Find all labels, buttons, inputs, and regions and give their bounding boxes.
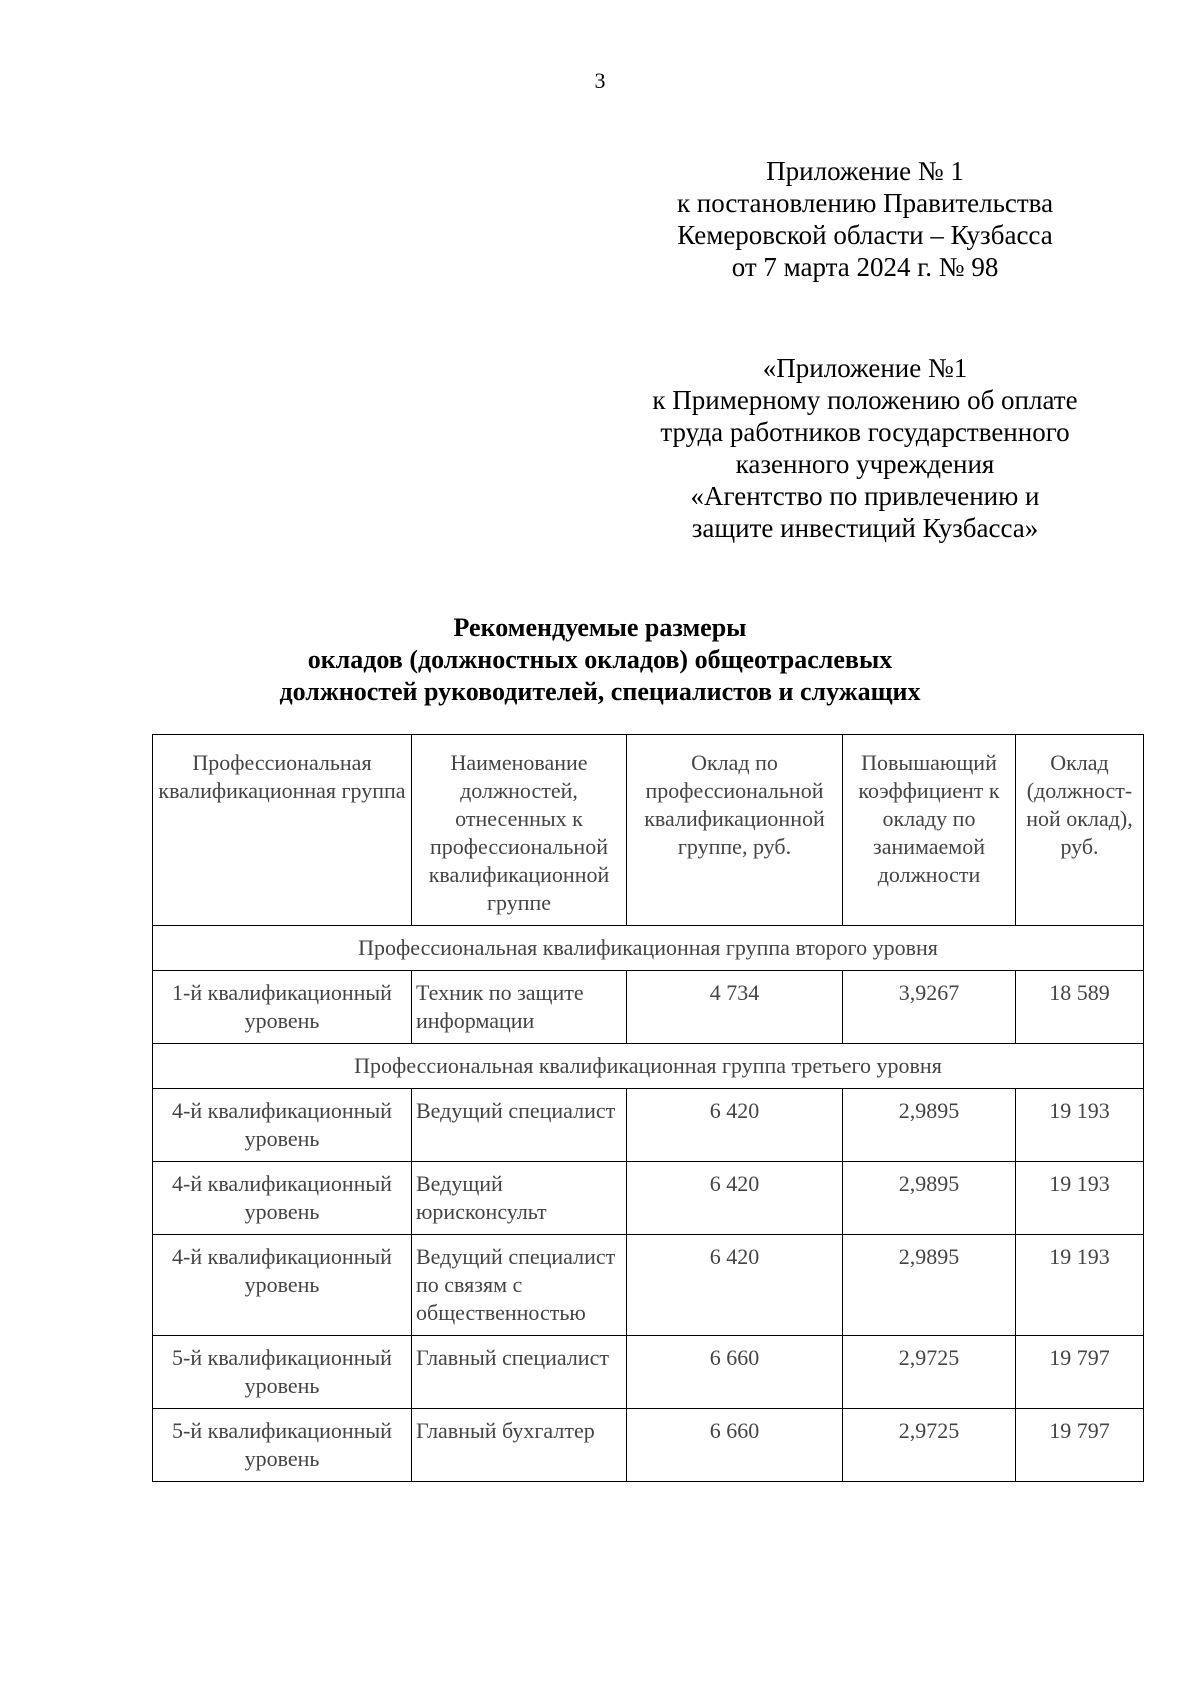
cell-coefficient: 3,9267 xyxy=(843,971,1016,1044)
section-row xyxy=(153,926,1144,971)
cell-group: 5-й квалификационный уровень xyxy=(153,1336,412,1409)
cell-final-salary: 19 797 xyxy=(1016,1336,1144,1409)
annex-header xyxy=(620,155,1110,283)
header-position-name: Наименование должностей, отнесенных к профессиональной квалификационной группе xyxy=(412,735,627,926)
salary-table xyxy=(152,734,1144,1482)
table-header-row xyxy=(153,735,1144,926)
cell-final-salary: 18 589 xyxy=(1016,971,1144,1044)
cell-group: 4-й квалификационный уровень xyxy=(153,1162,412,1235)
cell-coefficient: 2,9725 xyxy=(843,1336,1016,1409)
cell-position-name: Ведущий специалист xyxy=(412,1089,627,1162)
cell-group: 5-й квалификационный уровень xyxy=(153,1409,412,1482)
cell-position-name: Ведущий юрисконсульт xyxy=(412,1162,627,1235)
annex-header-line: от 7 марта 2024 г. № 98 xyxy=(731,252,999,282)
annex-header-line: Кемеровской области – Кузбасса xyxy=(677,220,1053,250)
table-row xyxy=(153,1235,1144,1336)
section-row xyxy=(153,1044,1144,1089)
annex-header-line: к постановлению Правительства xyxy=(676,188,1054,218)
annex-sub-line: к Примерному положению об оплате xyxy=(652,385,1078,415)
annex-sub-header xyxy=(620,352,1110,544)
table-row xyxy=(153,1162,1144,1235)
table-row xyxy=(153,971,1144,1044)
table-row xyxy=(153,1409,1144,1482)
cell-base-salary: 4 734 xyxy=(627,971,843,1044)
cell-final-salary: 19 193 xyxy=(1016,1089,1144,1162)
cell-final-salary: 19 797 xyxy=(1016,1409,1144,1482)
annex-sub-line: защите инвестиций Кузбасса» xyxy=(691,513,1039,543)
title-line: должностей руководителей, специалистов и служащих xyxy=(279,677,921,706)
annex-sub-line: труда работников государственного xyxy=(660,417,1070,447)
cell-group: 4-й квалификационный уровень xyxy=(153,1235,412,1336)
cell-position-name: Ведущий специалист по связям с общественностью xyxy=(412,1235,627,1336)
table-row xyxy=(153,1089,1144,1162)
cell-group: 1-й квалификационный уровень xyxy=(153,971,412,1044)
title-line: окладов (должностных окладов) общеотраслевых xyxy=(307,645,893,674)
cell-coefficient: 2,9895 xyxy=(843,1235,1016,1336)
annex-header-line: Приложение № 1 xyxy=(766,156,964,186)
cell-base-salary: 6 420 xyxy=(627,1162,843,1235)
cell-base-salary: 6 660 xyxy=(627,1336,843,1409)
cell-base-salary: 6 420 xyxy=(627,1089,843,1162)
cell-coefficient: 2,9895 xyxy=(843,1089,1016,1162)
cell-base-salary: 6 660 xyxy=(627,1409,843,1482)
section-title: Профессиональная квалификационная группа третьего уровня xyxy=(153,1044,1144,1089)
cell-group: 4-й квалификационный уровень xyxy=(153,1089,412,1162)
cell-final-salary: 19 193 xyxy=(1016,1162,1144,1235)
annex-sub-line: «Приложение №1 xyxy=(762,353,968,383)
annex-sub-line: казенного учреждения xyxy=(735,449,995,479)
section-title: Профессиональная квалификационная группа второго уровня xyxy=(153,926,1144,971)
page-number: 3 xyxy=(594,68,606,93)
header-coefficient: Повышающий коэффициент к окладу по занимаемой должности xyxy=(843,735,1016,926)
cell-position-name: Главный специалист xyxy=(412,1336,627,1409)
cell-final-salary: 19 193 xyxy=(1016,1235,1144,1336)
annex-sub-line: «Агентство по привлечению и xyxy=(690,481,1040,511)
title-line: Рекомендуемые размеры xyxy=(453,613,747,642)
cell-coefficient: 2,9725 xyxy=(843,1409,1016,1482)
table-row xyxy=(153,1336,1144,1409)
header-base-salary: Оклад по профессиональной квалификационной группе, руб. xyxy=(627,735,843,926)
cell-base-salary: 6 420 xyxy=(627,1235,843,1336)
cell-position-name: Техник по защите информации xyxy=(412,971,627,1044)
header-group: Профессиональная квалификационная группа xyxy=(153,735,412,926)
document-title xyxy=(0,612,1200,708)
cell-coefficient: 2,9895 xyxy=(843,1162,1016,1235)
header-final-salary: Оклад (должност-ной оклад), руб. xyxy=(1016,735,1144,926)
cell-position-name: Главный бухгалтер xyxy=(412,1409,627,1482)
